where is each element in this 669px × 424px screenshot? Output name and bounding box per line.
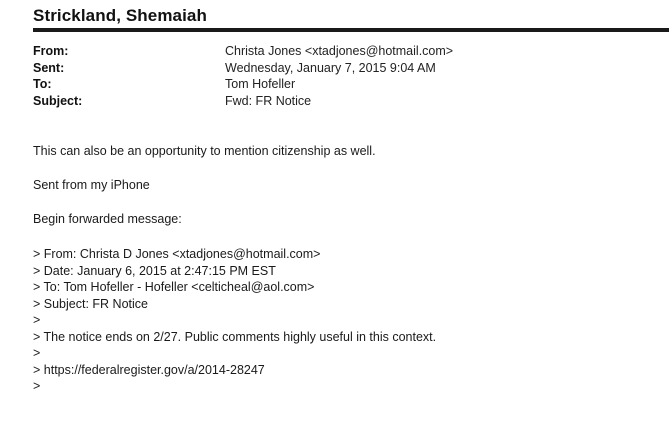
header-row-to <box>33 76 663 93</box>
header-row-from <box>33 43 663 60</box>
to-value: Tom Hofeller <box>225 77 296 91</box>
from-label: From: <box>33 44 69 58</box>
to-label: To: <box>33 77 52 91</box>
sent-label: Sent: <box>33 60 65 75</box>
email-header-block <box>33 43 663 109</box>
subject-value: Fwd: FR Notice <box>225 93 312 108</box>
quoted-line: > The notice ends on 2/27. Public comments highly useful in this context. <box>33 329 437 344</box>
quoted-line: > <box>33 379 41 393</box>
quoted-line: > Subject: FR Notice <box>33 296 148 311</box>
quoted-message-block <box>33 246 653 395</box>
quoted-url-line: > https://federalregister.gov/a/2014-28247 <box>33 362 265 377</box>
signature-text: Sent from my iPhone <box>33 178 150 192</box>
header-row-sent <box>33 60 663 77</box>
quoted-line: > <box>33 346 41 360</box>
subject-label: Subject: <box>33 93 83 108</box>
from-value: Christa Jones <xtadjones@hotmail.com> <box>225 44 454 58</box>
quoted-line: > <box>33 313 41 327</box>
document-owner-name: Strickland, Shemaiah <box>33 6 207 25</box>
header-row-subject <box>33 93 663 110</box>
header-divider <box>33 28 669 32</box>
sent-value: Wednesday, January 7, 2015 9:04 AM <box>225 60 436 75</box>
quoted-line: > From: Christa D Jones <xtadjones@hotmail.com> <box>33 247 321 261</box>
quoted-line: > Date: January 6, 2015 at 2:47:15 PM EST <box>33 263 276 278</box>
forward-intro-text: Begin forwarded message: <box>33 212 182 226</box>
message-text: This can also be an opportunity to mention citizenship as well. <box>33 144 376 158</box>
quoted-line: > To: Tom Hofeller - Hofeller <celticheal@aol.com> <box>33 280 315 294</box>
